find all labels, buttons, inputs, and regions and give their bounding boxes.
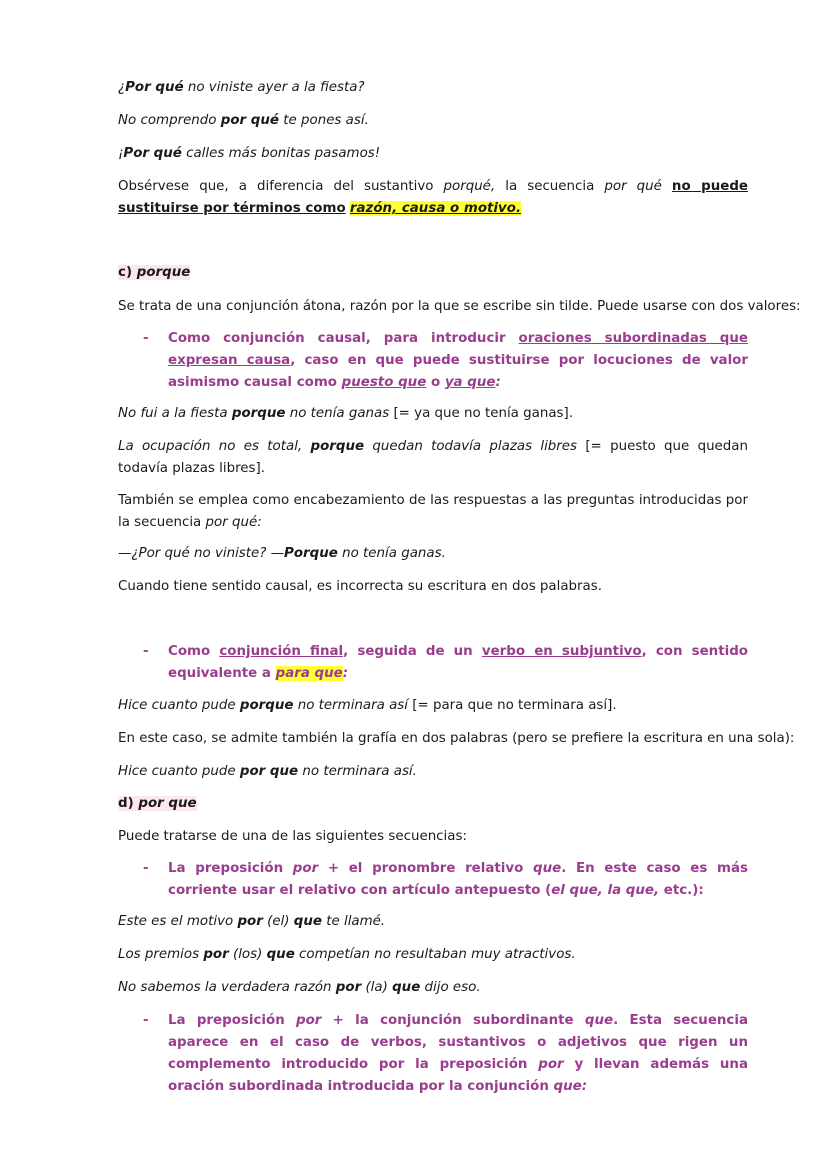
bullet-dash: -	[143, 644, 149, 659]
bullet-conjuncion-final: Como conjunción final, seguida de un verbo en subjuntivo, con sentido equivalente a para que:	[168, 644, 748, 681]
example-por-que-fiesta: ¿Por qué no viniste ayer a la fiesta?	[118, 80, 365, 95]
example-no-fui-fiesta: No fui a la fiesta porque no tenía ganas [= ya que no tenía ganas].	[118, 406, 573, 421]
section-heading-d: d) por que	[118, 796, 197, 811]
intro-por-que: Puede tratarse de una de las siguientes secuencias:	[118, 829, 467, 844]
bullet-preposicion-relativo: La preposición por + el pronombre relativo que. En este caso es más corriente usar el relativo con artículo antepuesto (el que, la que, etc.):	[168, 861, 748, 898]
section-heading-c: c) porque	[118, 265, 191, 280]
paragraph-sentido-causal: Cuando tiene sentido causal, es incorrecta su escritura en dos palabras.	[118, 579, 602, 594]
example-no-sabemos: No sabemos la verdadera razón por (la) que dijo eso.	[118, 980, 481, 995]
paragraph-tambien: También se emplea como encabezamiento de las respuestas a las preguntas introducidas por la secuencia por qué:	[118, 493, 748, 530]
paragraph-en-este-caso: En este caso, se admite también la grafía en dos palabras (pero se prefiere la escritura en una sola):	[118, 731, 795, 746]
bullet-dash: -	[143, 861, 149, 876]
example-dialogo: —¿Por qué no viniste? —Porque no tenía ganas.	[118, 546, 446, 561]
observation-paragraph: Obsérvese que, a diferencia del sustantivo porqué, la secuencia por qué no puede sustituirse por términos como razón, causa o motivo.	[118, 179, 748, 216]
example-este-es-el-motivo: Este es el motivo por (el) que te llamé.	[118, 914, 386, 929]
example-no-comprendo: No comprendo por qué te pones así.	[118, 113, 369, 128]
bullet-dash: -	[143, 331, 149, 346]
example-hice-cuanto-pude: Hice cuanto pude porque no terminara así [= para que no terminara así].	[118, 698, 617, 713]
bullet-conjuncion-causal: Como conjunción causal, para introducir oraciones subordinadas que expresan causa, caso en que puede sustituirse por locuciones de valor asimismo causal como puesto que o ya que:	[168, 331, 749, 390]
example-calles-bonitas: ¡Por qué calles más bonitas pasamos!	[118, 146, 381, 161]
example-ocupacion: La ocupación no es total, porque quedan todavía plazas libres [= puesto que quedan todavía plazas libres].	[118, 439, 748, 476]
bullet-preposicion-conjuncion: La preposición por + la conjunción subordinante que. Esta secuencia aparece en el caso de verbos, sustantivos o adjetivos que rigen un complemento introducido por la preposición por y llevan además una oración subordinada introducida por la conjunción que:	[168, 1013, 748, 1094]
example-los-premios: Los premios por (los) que competían no resultaban muy atractivos.	[118, 947, 576, 962]
bullet-dash: -	[143, 1013, 149, 1028]
example-hice-por-que: Hice cuanto pude por que no terminara así.	[118, 764, 417, 779]
intro-porque: Se trata de una conjunción átona, razón por la que se escribe sin tilde. Puede usarse con dos valores:	[118, 299, 801, 314]
